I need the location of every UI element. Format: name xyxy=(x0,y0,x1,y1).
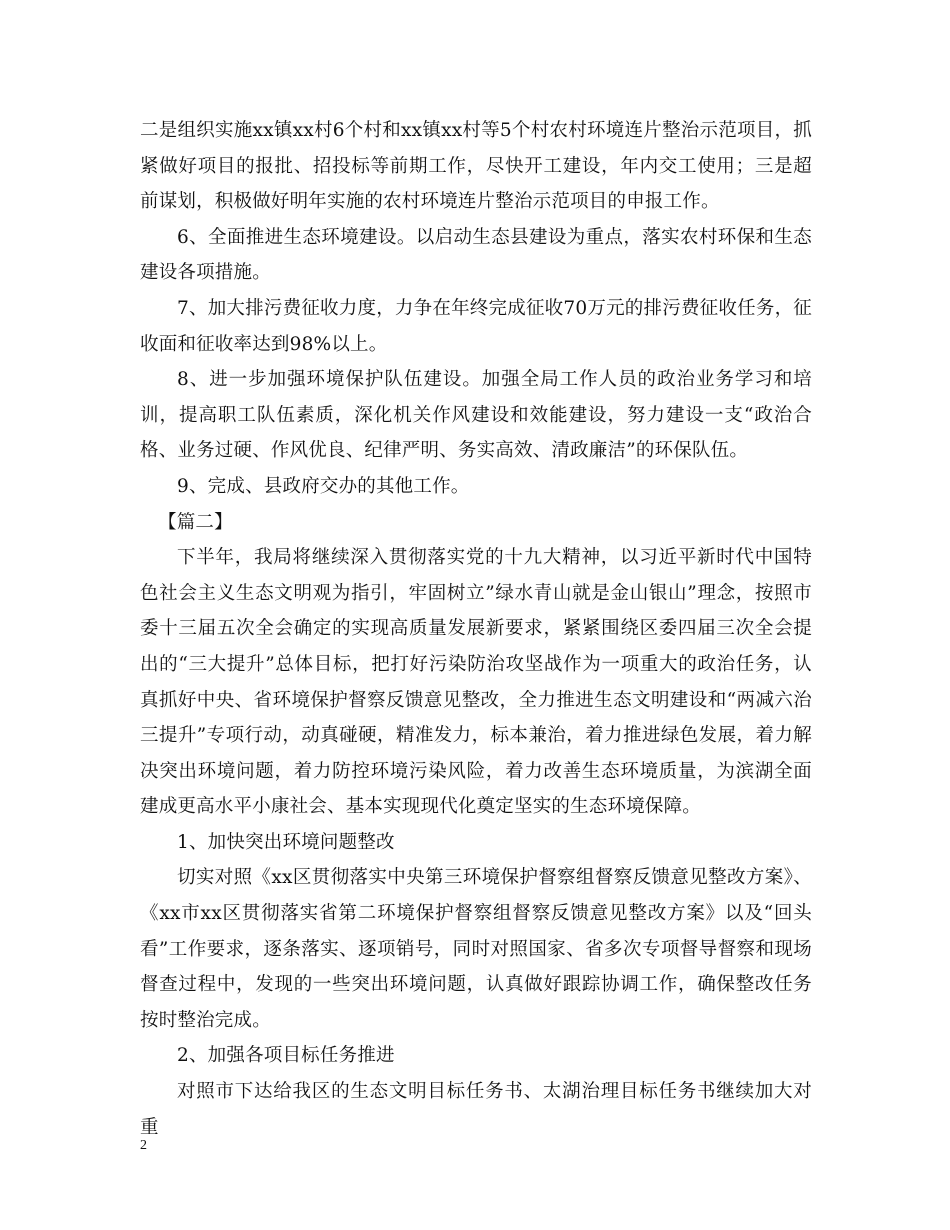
paragraph-subsection-1: 切实对照《xx区贯彻落实中央第三环境保护督察组督察反馈意见整改方案》、《xx市xx区贯彻落实省第二环境保护督察组督察反馈意见整改方案》以及“回头看”工作要求，逐条落实、逐项销号，同时对照国家、省多次专项督导督察和现场督查过程中，发现的一些突出环境问题，认真做好跟踪协调工作，确保整改任务按时整治完成。 xyxy=(140,867,812,1031)
paragraph-intro: 下半年，我局将继续深入贯彻落实党的十九大精神，以习近平新时代中国特色社会主义生态文明观为指引，牢固树立”绿水青山就是金山银山”理念，按照市委十三届五次全会确定的实现高质量发展新要求，紧紧围绕区委四届三次全会提出的“三大提升”总体目标，把打好污染防治攻坚战作为一项重大的政治任务，认真抓好中央、省环境保护督察反馈意见整改，全力推进生态文明建设和“两减六治三提升”专项行动，动真碰硬，精准发力，标本兼治，着力推进绿色发展，着力解决突出环境问题，着力防控环境污染风险，着力改善生态环境质量，为滨湖全面建成更高水平小康社会、基本实现现代化奠定坚实的生态环境保障。 xyxy=(140,547,812,818)
paragraph-item-9: 9、完成、县政府交办的其他工作。 xyxy=(177,475,470,497)
subheading-2: 2、加强各项目标任务推进 xyxy=(177,1045,395,1067)
subheading-1: 1、加快突出环境问题整改 xyxy=(177,831,395,853)
document-body xyxy=(140,113,812,1145)
paragraph-continuation: 二是组织实施xx镇xx村6个村和xx镇xx村等5个村农村环境连片整治示范项目，抓紧做好项目的报批、招投标等前期工作，尽快开工建设，年内交工使用；三是超前谋划，积极做好明年实施的农村环境连片整治示范项目的申报工作。 xyxy=(140,120,812,213)
paragraph-item-6: 6、全面推进生态环境建设。以启动生态县建设为重点，落实农村环保和生态建设各项措施。 xyxy=(140,226,812,284)
paragraph-subsection-2: 对照市下达给我区的生态文明目标任务书、太湖治理目标任务书继续加大对重 xyxy=(140,1081,812,1138)
section-heading: 【篇二】 xyxy=(158,511,233,533)
paragraph-item-8: 8、进一步加强环境保护队伍建设。加强全局工作人员的政治业务学习和培训，提高职工队伍素质，深化机关作风建设和效能建设，努力建设一支“政治合格、业务过硬、作风优良、纪律严明、务实高效、清政廉洁”的环保队伍。 xyxy=(140,369,812,462)
paragraph-item-7: 7、加大排污费征收力度，力争在年终完成征收70万元的排污费征收任务，征收面和征收率达到98%以上。 xyxy=(140,297,812,355)
page-number: 2 xyxy=(140,1138,147,1153)
